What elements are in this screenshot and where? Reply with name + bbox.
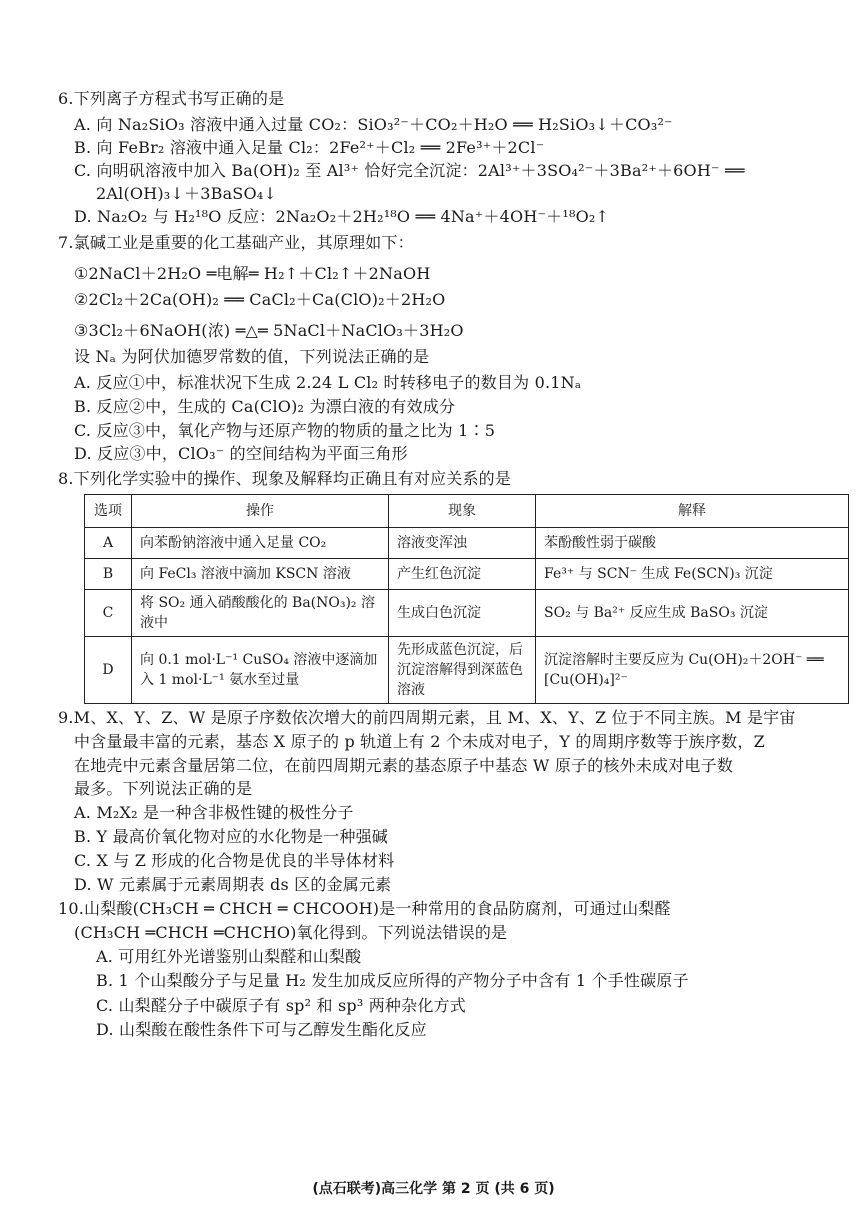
q10-option-d: D. 山梨酸在酸性条件下可与乙醇发生酯化反应	[96, 1020, 427, 1039]
q10-option-b: B. 1 个山梨酸分子与足量 H₂ 发生加成反应所得的产物分子中含有 1 个手性碳原子	[96, 971, 689, 990]
table-row	[85, 590, 849, 637]
q7-option-c: C. 反应③中，氧化产物与还原产物的物质的量之比为 1∶5	[74, 421, 496, 440]
q7-option-b: B. 反应②中，生成的 Ca(ClO)₂ 为漂白液的有效成分	[74, 397, 456, 416]
q7-given: 设 Nₐ 为阿伏加德罗常数的值，下列说法正确的是	[74, 347, 430, 366]
q10-stem-line-2: (CH₃CH ═CHCH ═CHCHO)氧化得到。下列说法错误的是	[74, 923, 508, 942]
q10-stem-line-1: 10.山梨酸(CH₃CH ═ CHCH ═ CHCOOH)是一种常用的食品防腐剂，可通过山梨醛	[58, 899, 671, 918]
table-cell: SO₂ 与 Ba²⁺ 反应生成 BaSO₃ 沉淀	[536, 590, 849, 637]
experiment-table	[84, 494, 849, 704]
q6-option-b: B. 向 FeBr₂ 溶液中通入足量 Cl₂：2Fe²⁺＋Cl₂ ══ 2Fe³⁺＋2Cl⁻	[74, 138, 545, 157]
table-cell: 产生红色沉淀	[389, 559, 536, 590]
q6-option-a: A. 向 Na₂SiO₃ 溶液中通入过量 CO₂：SiO₃²⁻＋CO₂＋H₂O ══ H₂SiO₃↓＋CO₃²⁻	[74, 115, 673, 134]
page-footer: (点石联考)高三化学 第 2 页 (共 6 页)	[312, 1181, 555, 1197]
table-header: 选项	[85, 495, 132, 528]
q6-option-d: D. Na₂O₂ 与 H₂¹⁸O 反应：2Na₂O₂＋2H₂¹⁸O ══ 4Na⁺＋4OH⁻＋¹⁸O₂↑	[74, 207, 610, 226]
q9-stem-line-3: 在地壳中元素含量居第二位，在前四周期元素的基态原子中基态 W 原子的核外未成对电子数	[74, 756, 734, 775]
table-row	[85, 559, 849, 590]
table-cell: 将 SO₂ 通入硝酸酸化的 Ba(NO₃)₂ 溶液中	[132, 590, 389, 637]
q9-stem-line-4: 最多。下列说法正确的是	[74, 779, 253, 798]
table-cell: 先形成蓝色沉淀，后沉淀溶解得到深蓝色溶液	[389, 637, 536, 704]
table-cell: D	[85, 637, 132, 704]
q6-option-c: C. 向明矾溶液中加入 Ba(OH)₂ 至 Al³⁺ 恰好完全沉淀：2Al³⁺＋3SO₄²⁻＋3Ba²⁺＋6OH⁻ ══	[74, 161, 745, 180]
q9-option-b: B. Y 最高价氧化物对应的水化物是一种强碱	[74, 827, 388, 846]
table-cell: 沉淀溶解时主要反应为 Cu(OH)₂＋2OH⁻ ══ [Cu(OH)₄]²⁻	[536, 637, 849, 704]
table-cell: 向 0.1 mol·L⁻¹ CuSO₄ 溶液中逐滴加入 1 mol·L⁻¹ 氨水至过量	[132, 637, 389, 704]
q10-option-c: C. 山梨醛分子中碳原子有 sp² 和 sp³ 两种杂化方式	[96, 996, 466, 1015]
table-cell: 苯酚酸性弱于碳酸	[536, 528, 849, 559]
table-header-row	[85, 495, 849, 528]
table-cell: 溶液变浑浊	[389, 528, 536, 559]
table-header: 解释	[536, 495, 849, 528]
q9-stem-line-2: 中含量最丰富的元素，基态 X 原子的 p 轨道上有 2 个未成对电子，Y 的周期序数等于族序数，Z	[74, 732, 765, 751]
q9-option-c: C. X 与 Z 形成的化合物是优良的半导体材料	[74, 851, 395, 870]
q10-option-a: A. 可用红外光谱鉴别山梨醛和山梨酸	[96, 947, 362, 966]
q9-option-d: D. W 元素属于元素周期表 ds 区的金属元素	[74, 875, 392, 894]
table-cell: 向苯酚钠溶液中通入足量 CO₂	[132, 528, 389, 559]
q9-option-a: A. M₂X₂ 是一种含非极性键的极性分子	[74, 803, 354, 822]
q6-stem: 6.下列离子方程式书写正确的是	[58, 89, 285, 108]
table-row	[85, 637, 849, 704]
q6-option-c-cont: 2Al(OH)₃↓＋3BaSO₄↓	[96, 184, 278, 203]
table-cell: 向 FeCl₃ 溶液中滴加 KSCN 溶液	[132, 559, 389, 590]
q7-reaction-2: ②2Cl₂＋2Ca(OH)₂ ══ CaCl₂＋Ca(ClO)₂＋2H₂O	[74, 290, 446, 309]
q8-stem: 8.下列化学实验中的操作、现象及解释均正确且有对应关系的是	[58, 469, 512, 488]
q7-option-d: D. 反应③中，ClO₃⁻ 的空间结构为平面三角形	[74, 444, 408, 463]
table-cell: B	[85, 559, 132, 590]
q9-stem-line-1: 9.M、X、Y、Z、W 是原子序数依次增大的前四周期元素，且 M、X、Y、Z 位于不同主族。M 是宇宙	[58, 708, 796, 727]
table-cell: A	[85, 528, 132, 559]
q7-option-a: A. 反应①中，标准状况下生成 2.24 L Cl₂ 时转移电子的数目为 0.1Nₐ	[74, 373, 582, 392]
table-row	[85, 528, 849, 559]
table-header: 操作	[132, 495, 389, 528]
table-cell: Fe³⁺ 与 SCN⁻ 生成 Fe(SCN)₃ 沉淀	[536, 559, 849, 590]
table-header: 现象	[389, 495, 536, 528]
table-cell: 生成白色沉淀	[389, 590, 536, 637]
table-cell: C	[85, 590, 132, 637]
q7-reaction-3: ③3Cl₂＋6NaOH(浓) ═△═ 5NaCl＋NaClO₃＋3H₂O	[74, 321, 464, 340]
q7-reaction-1: ①2NaCl＋2H₂O ═电解═ H₂↑＋Cl₂↑＋2NaOH	[74, 264, 431, 283]
q7-stem: 7.氯碱工业是重要的化工基础产业，其原理如下：	[58, 233, 414, 252]
